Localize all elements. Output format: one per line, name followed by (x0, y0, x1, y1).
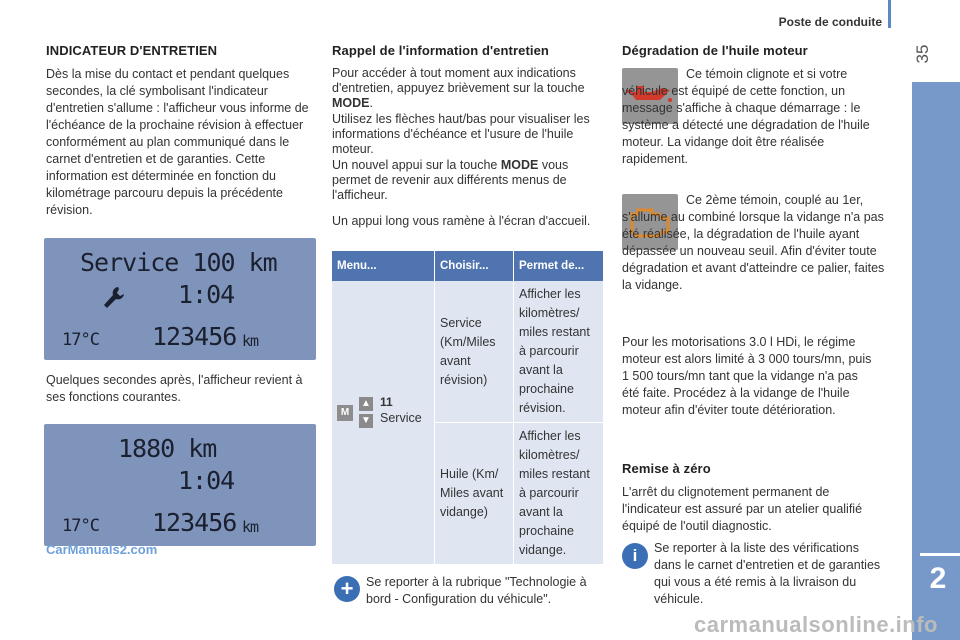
table-cell-allows: Afficher les kilomètres/ miles restant à parcourir avant la prochaine révision. (514, 281, 604, 423)
display-odometer-unit: km (242, 518, 259, 536)
oil-degradation-title: Dégradation de l'huile moteur (622, 43, 808, 58)
odometer-display-distance (44, 424, 316, 546)
chapter-divider (920, 553, 960, 556)
footer-watermark: carmanualsonline.info (694, 612, 938, 637)
watermark-carmanuals: CarManuals2.com (46, 542, 158, 557)
info-note: Se reporter à la liste des vérifications dans le carnet d'entretien et de garanties qui vous a été remis à la livraison du véhicule. (654, 541, 881, 606)
page-header-title: Poste de conduite (778, 15, 882, 29)
plus-circle-icon: + (334, 576, 360, 602)
table-cell-menu (332, 281, 435, 565)
second-warning-text: Ce 2ème témoin, couplé au 1er, s'allume au combiné lorsque la vidange n'a pas été réalisée, la dégradation de l'huile ayant dépassée un nouveau seuil. Afin d'éviter toute dégradation et avant d'atteindre ce palier, faites la vidange. (622, 193, 885, 292)
recall-text-1-b: . (369, 96, 373, 110)
table-header-row (332, 251, 604, 281)
chapter-label: PRÊT À PARTIR (900, 330, 914, 438)
recall-text-3-a: Un nouvel appui sur la touche (332, 158, 501, 172)
wrench-icon (100, 284, 126, 312)
maintenance-indicator-text: Dès la mise du contact et pendant quelques secondes, la clé symbolisant l'indicateur d'entretien s'allume : l'afficheur vous informe de l'échéance de la prochaine révision à effectuer conformément au plan communiqué dans le carnet d'entretien et de garanties. Cette information est déterminée en fonction du kilométrage parcouru depuis la précédente révision. (46, 67, 309, 217)
recall-text-1-a: Pour accéder à tout moment aux indications d'entretien, appuyez brièvement sur la touche (332, 66, 585, 95)
hdi-engine-text: Pour les motorisations 3.0 l HDi, le régime moteur est alors limité à 3 000 tours/mn, puis 1 500 tours/mn tant que la vidange n'a pas été faite. Procédez à la vidange de l'huile moteur afin d'éviter toute détérioration. (622, 335, 872, 417)
arrow-up-icon: ▲ (359, 397, 373, 411)
arrow-down-icon: ▼ (359, 414, 373, 428)
menu-number: 11 (380, 395, 393, 409)
service-menu-table (332, 251, 604, 565)
mode-key-label: MODE (500, 158, 539, 172)
page-number: 35 (913, 44, 932, 64)
header-rule (888, 0, 891, 28)
table-row (332, 281, 604, 423)
reset-title: Remise à zéro (622, 461, 711, 476)
table-header-allows: Permet de... (514, 251, 604, 281)
display-odometer-unit: km (242, 332, 259, 350)
recall-text-4: Un appui long vous ramène à l'écran d'accueil. (332, 214, 591, 228)
recall-text-3-b: vous permet de revenir aux différents menus de l'afficheur. (332, 158, 569, 202)
menu-label: Service (380, 411, 422, 425)
maintenance-indicator-title: INDICATEUR D'ENTRETIEN (46, 43, 218, 58)
display-odometer: 123456 (152, 508, 237, 537)
table-cell-allows: Afficher les kilomètres/ miles restant à parcourir avant la prochaine vidange. (514, 423, 604, 565)
display-temperature: 17°C (62, 330, 99, 350)
table-header-menu: Menu... (332, 251, 435, 281)
reset-text: L'arrêt du clignotement permanent de l'indicateur est assuré par un atelier qualifié équipé de l'outil diagnostic. (622, 485, 863, 533)
recall-text-2: Utilisez les flèches haut/bas pour visualiser les informations d'échéance et l'usure de l'huile moteur. (332, 112, 590, 156)
display-clock: 1:04 (178, 466, 235, 495)
display-odometer: 123456 (152, 322, 237, 351)
recall-text-1 (332, 66, 604, 111)
chapter-number: 2 (929, 562, 947, 595)
display-clock: 1:04 (178, 280, 235, 309)
display-distance-line: 1880 km (118, 434, 217, 463)
odometer-display-service (44, 238, 316, 360)
recall-text-3 (332, 158, 604, 203)
mode-key-label: MODE (332, 96, 370, 110)
info-icon: i (622, 543, 648, 569)
oil-warning-text: Ce témoin clignote et si votre véhicule est équipé de cette fonction, un message s'affiche à chaque démarrage : le système a détecté une dégradation de l'huile moteur. La vidange doit être réalisée rapidement. (622, 67, 870, 166)
mode-m-button-icon: M (337, 405, 353, 421)
table-cell-choose: Huile (Km/ Miles avant vidange) (435, 423, 514, 565)
maintenance-recall-title: Rappel de l'information d'entretien (332, 43, 549, 58)
display-return-text: Quelques secondes après, l'afficheur revient à ses fonctions courantes. (46, 373, 303, 404)
display-service-line: Service 100 km (80, 248, 277, 277)
display-temperature: 17°C (62, 516, 99, 536)
see-also-note: Se reporter à la rubrique "Technologie à bord - Configuration du véhicule". (366, 575, 587, 606)
table-cell-choose: Service (Km/Miles avant révision) (435, 281, 514, 423)
table-header-choose: Choisir... (435, 251, 514, 281)
